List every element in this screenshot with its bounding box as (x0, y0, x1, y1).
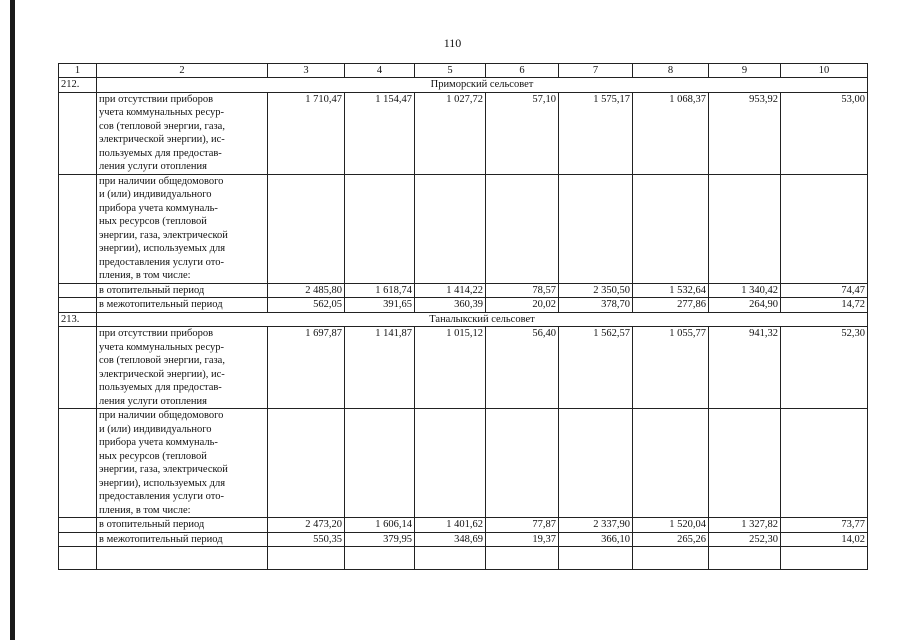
description-line: и (или) индивидуального (99, 189, 212, 200)
description-line: предоставления услуги ото- (99, 256, 224, 268)
table-row (59, 532, 868, 547)
empty-cell (345, 547, 415, 570)
empty-cell (633, 174, 709, 283)
description-line: электрической энергии), ис- (99, 134, 225, 145)
section-title: Таналыкский сельсовет (97, 312, 868, 327)
value-cell: 1 562,57 (559, 327, 633, 409)
empty-cell (486, 174, 559, 283)
value-cell: 941,32 (709, 327, 781, 409)
empty-cell (781, 174, 868, 283)
value-cell: 550,35 (268, 532, 345, 547)
value-cell: 77,87 (486, 518, 559, 533)
value-cell: 1 520,04 (633, 518, 709, 533)
empty-cell (59, 327, 97, 409)
value-cell: 2 473,20 (268, 518, 345, 533)
table-row (59, 547, 868, 570)
section-title: Приморский сельсовет (97, 78, 868, 93)
value-cell: 56,40 (486, 327, 559, 409)
column-number: 4 (345, 64, 415, 78)
empty-cell (709, 409, 781, 518)
empty-cell (59, 547, 97, 570)
value-cell: 20,02 (486, 298, 559, 313)
empty-cell (59, 174, 97, 283)
description-line: сов (тепловой энергии, газа, (99, 355, 225, 366)
value-cell: 78,57 (486, 283, 559, 298)
empty-cell (268, 409, 345, 518)
value-cell: 19,37 (486, 532, 559, 547)
empty-cell (59, 298, 97, 313)
value-cell: 14,02 (781, 532, 868, 547)
empty-cell (97, 547, 268, 570)
value-cell: 252,30 (709, 532, 781, 547)
empty-cell (486, 409, 559, 518)
empty-cell (415, 174, 486, 283)
empty-cell (709, 174, 781, 283)
period-label: в межотопительный период (97, 298, 268, 313)
row-description (97, 409, 268, 518)
value-cell: 53,00 (781, 92, 868, 174)
value-cell: 360,39 (415, 298, 486, 313)
tariff-table (58, 63, 868, 570)
description-line: сов (тепловой энергии, газа, (99, 120, 225, 132)
description-line: прибора учета коммуналь- (99, 437, 218, 448)
column-number: 7 (559, 64, 633, 78)
value-cell: 1 027,72 (415, 92, 486, 174)
table-row (59, 327, 868, 409)
value-cell: 1 575,17 (559, 92, 633, 174)
description-line: пользуемых для предостав- (99, 382, 222, 393)
table-row (59, 283, 868, 298)
empty-cell (59, 518, 97, 533)
value-cell: 562,05 (268, 298, 345, 313)
value-cell: 1 141,87 (345, 327, 415, 409)
value-cell: 1 068,37 (633, 92, 709, 174)
empty-cell (781, 547, 868, 570)
row-number: 213. (59, 312, 97, 327)
description-line: учета коммунальных ресур- (99, 341, 224, 353)
value-cell: 1 055,77 (633, 327, 709, 409)
description-line: при наличии общедомового (99, 175, 224, 187)
empty-cell (633, 547, 709, 570)
value-cell: 264,90 (709, 298, 781, 313)
section-header-row (59, 312, 868, 327)
empty-cell (59, 532, 97, 547)
empty-cell (559, 547, 633, 570)
value-cell: 277,86 (633, 298, 709, 313)
empty-cell (709, 547, 781, 570)
value-cell: 378,70 (559, 298, 633, 313)
value-cell: 1 154,47 (345, 92, 415, 174)
row-description (97, 327, 268, 409)
description-line: предоставления услуги ото- (99, 491, 224, 502)
table-row (59, 92, 868, 174)
value-cell: 2 350,50 (559, 283, 633, 298)
empty-cell (59, 92, 97, 174)
column-number: 1 (59, 64, 97, 78)
description-line: энергии), используемых для (99, 243, 226, 254)
value-cell: 1 697,87 (268, 327, 345, 409)
empty-cell (345, 174, 415, 283)
description-line: и (или) индивидуального (99, 423, 212, 435)
value-cell: 14,72 (781, 298, 868, 313)
value-cell: 1 618,74 (345, 283, 415, 298)
period-label: в отопительный период (97, 518, 268, 533)
empty-cell (486, 547, 559, 570)
empty-cell (59, 409, 97, 518)
value-cell: 379,95 (345, 532, 415, 547)
value-cell: 1 710,47 (268, 92, 345, 174)
description-line: электрической энергии), ис- (99, 368, 225, 380)
value-cell: 1 606,14 (345, 518, 415, 533)
left-edge-bar (10, 0, 15, 640)
table-row (59, 409, 868, 518)
description-line: учета коммунальных ресур- (99, 107, 224, 118)
value-cell: 1 414,22 (415, 283, 486, 298)
value-cell: 52,30 (781, 327, 868, 409)
value-cell: 265,26 (633, 532, 709, 547)
column-number-row (59, 64, 868, 78)
description-line: ных ресурсов (тепловой (99, 450, 207, 462)
empty-cell (559, 409, 633, 518)
value-cell: 348,69 (415, 532, 486, 547)
value-cell: 1 340,42 (709, 283, 781, 298)
description-line: пления, в том числе: (99, 504, 191, 516)
value-cell: 1 401,62 (415, 518, 486, 533)
empty-cell (345, 409, 415, 518)
column-number: 3 (268, 64, 345, 78)
value-cell: 953,92 (709, 92, 781, 174)
page-number: 110 (443, 36, 462, 50)
value-cell: 391,65 (345, 298, 415, 313)
value-cell: 1 327,82 (709, 518, 781, 533)
description-line: при отсутствии приборов (99, 328, 214, 339)
empty-cell (268, 547, 345, 570)
table-row (59, 518, 868, 533)
value-cell: 73,77 (781, 518, 868, 533)
table-row (59, 298, 868, 313)
description-line: при наличии общедомового (99, 410, 224, 421)
value-cell: 1 532,64 (633, 283, 709, 298)
row-description (97, 174, 268, 283)
column-number: 5 (415, 64, 486, 78)
table-row (59, 174, 868, 283)
value-cell: 74,47 (781, 283, 868, 298)
value-cell: 2 337,90 (559, 518, 633, 533)
description-line: прибора учета коммуналь- (99, 202, 218, 214)
column-number: 9 (709, 64, 781, 78)
description-line: энергии, газа, электрической (99, 464, 228, 475)
column-number: 6 (486, 64, 559, 78)
empty-cell (415, 547, 486, 570)
period-label: в отопительный период (97, 283, 268, 298)
value-cell: 366,10 (559, 532, 633, 547)
column-number: 10 (781, 64, 868, 78)
description-line: энергии), используемых для (99, 477, 226, 489)
empty-cell (268, 174, 345, 283)
value-cell: 57,10 (486, 92, 559, 174)
section-header-row (59, 78, 868, 93)
empty-cell (633, 409, 709, 518)
value-cell: 1 015,12 (415, 327, 486, 409)
description-line: энергии, газа, электрической (99, 229, 228, 241)
description-line: при отсутствии приборов (99, 93, 214, 105)
empty-cell (559, 174, 633, 283)
row-number: 212. (59, 78, 97, 93)
period-label: в межотопительный период (97, 532, 268, 547)
empty-cell (415, 409, 486, 518)
description-line: ления услуги отопления (99, 161, 207, 172)
empty-cell (59, 283, 97, 298)
value-cell: 2 485,80 (268, 283, 345, 298)
row-description (97, 92, 268, 174)
empty-cell (781, 409, 868, 518)
column-number: 2 (97, 64, 268, 78)
description-line: пления, в том числе: (99, 270, 191, 281)
description-line: пользуемых для предостав- (99, 147, 222, 159)
description-line: ления услуги отопления (99, 395, 207, 407)
column-number: 8 (633, 64, 709, 78)
table-body (59, 64, 868, 570)
description-line: ных ресурсов (тепловой (99, 216, 207, 227)
